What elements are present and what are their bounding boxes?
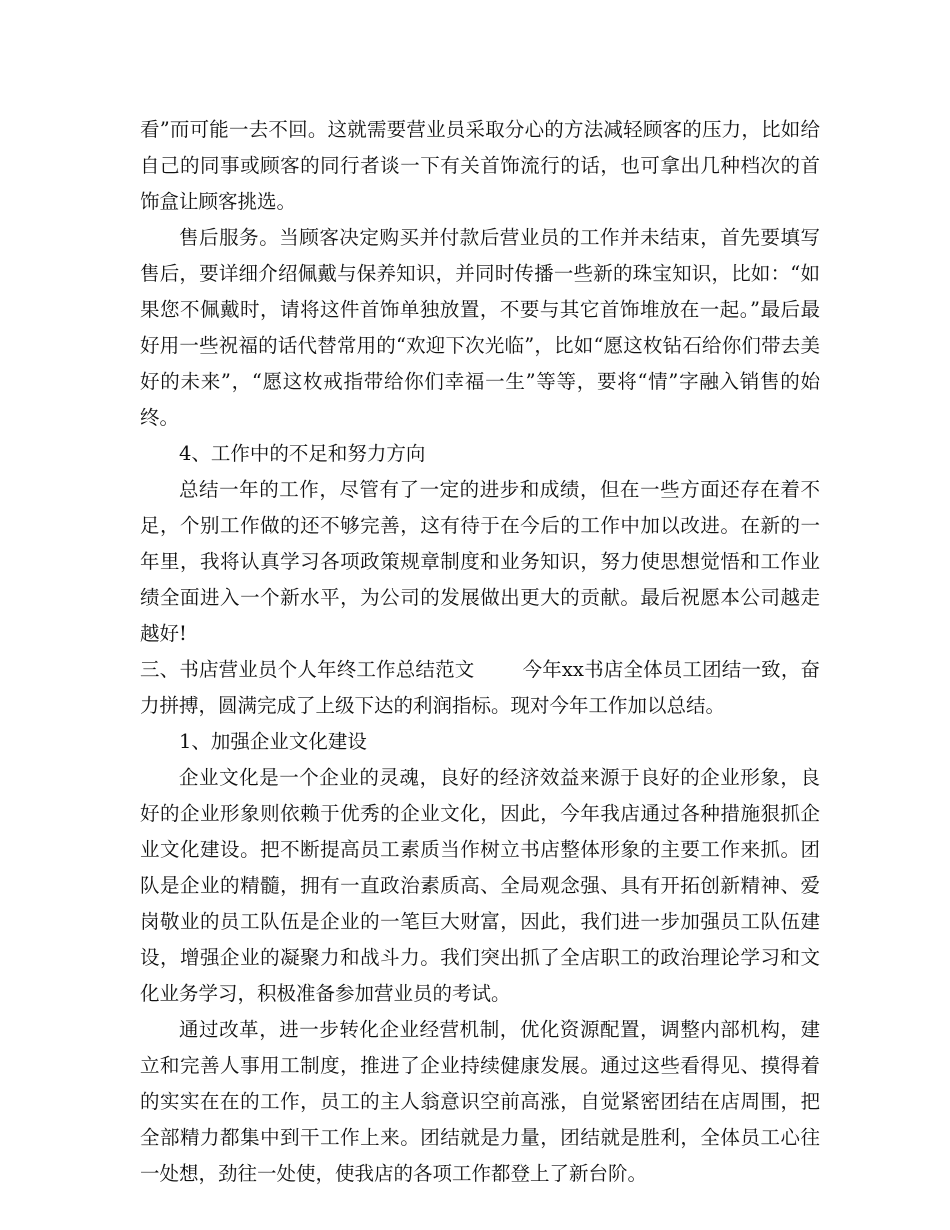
paragraph-corporate-culture: 企业文化是一个企业的灵魂，良好的经济效益来源于良好的企业形象，良好的企业形象则依赖于优秀的企业文化，因此，今年我店通过各种措施狠抓企业文化建设。把不断提高员工素质当作树立书店整体形象的主要工作来抓。团队是企业的精髓，拥有一直政治素质高、全局观念强、具有开拓创新精神、爱岗敬业的员工队伍是企业的一笔巨大财富，因此，我们进一步加强员工队伍建设，增强企业的凝聚力和战斗力。我们突出抓了全店职工的政治理论学习和文化业务学习，积极准备参加营业员的考试。 bbox=[140, 766, 820, 1005]
section-three-title: 三、书店营业员个人年终工作总结范文 bbox=[140, 658, 475, 681]
paragraph-after-sales-service: 售后服务。当顾客决定购买并付款后营业员的工作并未结束，首先要填写售后，要详细介绍佩戴与保养知识，并同时传播一些新的珠宝知识，比如：“如果您不佩戴时，请将这件首饰单独放置，不要与其它首饰堆放在一起。”最后最好用一些祝福的话代替常用的“欢迎下次光临”，比如“愿这枚钻石给你们带去美好的未来”，“愿这枚戒指带给你们幸福一生”等等，要将“情”字融入销售的始终。 bbox=[140, 226, 820, 429]
heading-shortcomings: 4、工作中的不足和努力方向 bbox=[179, 442, 426, 465]
section-three bbox=[140, 652, 820, 724]
heading-corporate-culture: 1、加强企业文化建设 bbox=[179, 730, 367, 753]
paragraph-jewelry-selection: 看”而可能一去不回。这就需要营业员采取分心的方法减轻顾客的压力，比如给自己的同事或顾客的同行者谈一下有关首饰流行的话，也可拿出几种档次的首饰盒让顾客挑选。 bbox=[140, 118, 820, 213]
paragraph-reform: 通过改革，进一步转化企业经营机制，优化资源配置，调整内部机构，建立和完善人事用工制度，推进了企业持续健康发展。通过这些看得见、摸得着的实实在在的工作，员工的主人翁意识空前高涨，自觉紧密团结在店周围，把全部精力都集中到干工作上来。团结就是力量，团结就是胜利，全体员工心往一处想，劲往一处使，使我店的各项工作都登上了新台阶。 bbox=[140, 1018, 820, 1185]
paragraph-year-summary: 总结一年的工作，尽管有了一定的进步和成绩，但在一些方面还存在着不足，个别工作做的还不够完善，这有待于在今后的工作中加以改进。在新的一年里，我将认真学习各项政策规章制度和业务知识，努力使思想觉悟和工作业绩全面进入一个新水平，为公司的发展做出更大的贡献。最后祝愿本公司越走越好! bbox=[140, 478, 820, 645]
section-three-lead: 今年xx书店全体员工团结一致，奋力拼搏，圆满完成了上级下达的利润指标。现对今年工作加以总结。 bbox=[140, 658, 820, 717]
document-page bbox=[140, 112, 820, 1192]
